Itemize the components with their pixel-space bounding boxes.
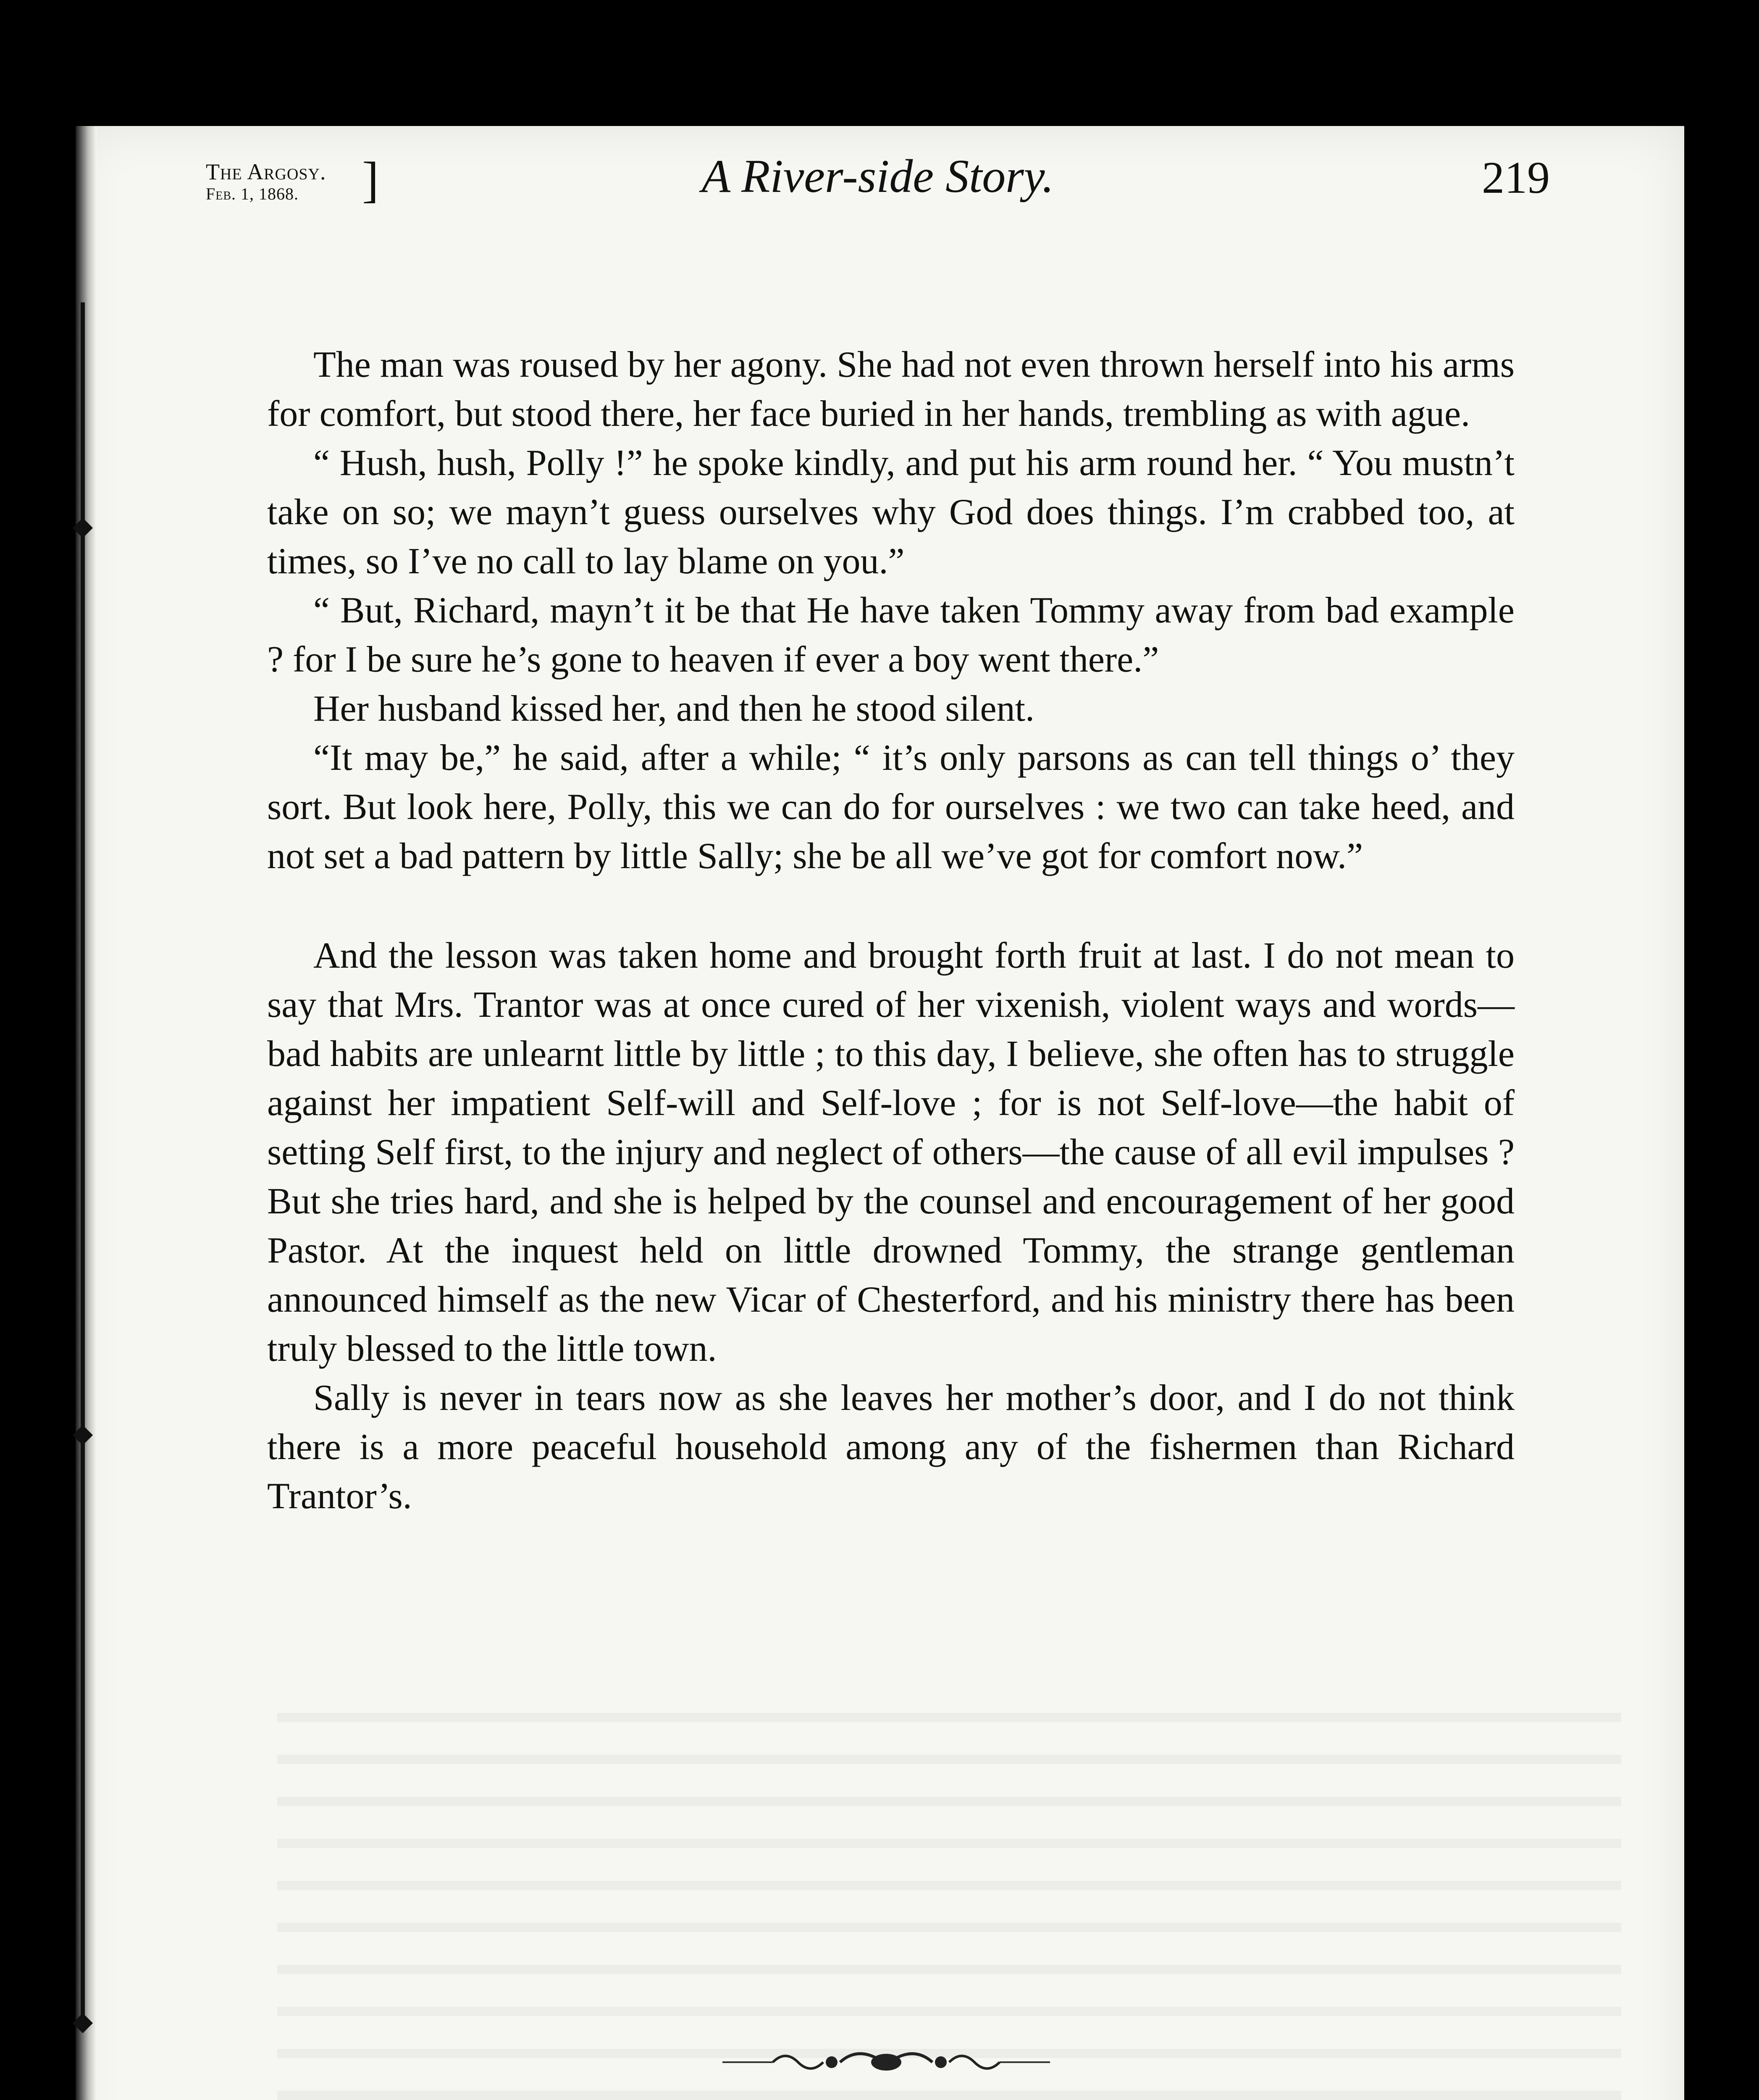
bracket-glyph: ] — [362, 152, 379, 207]
binding-rule — [81, 302, 85, 2024]
page-header — [206, 147, 1550, 214]
fleuron-ornament-icon — [722, 2045, 1050, 2079]
spine-shadow — [76, 126, 97, 2100]
running-head-dateline: Feb. 1, 1868. — [206, 184, 299, 203]
running-head-title: The Argosy. — [206, 159, 326, 184]
body-text — [267, 340, 1515, 1521]
paragraph: “ But, Richard, mayn’t it be that He have taken Tommy away from bad example ? for I be sure he’s gone to heaven if ever a boy went there.” — [267, 590, 1515, 680]
page-number: 219 — [1482, 153, 1550, 203]
bleed-through-text — [277, 1680, 1621, 2100]
paragraph: And the lesson was taken home and brought forth fruit at last. I do not mean to say that Mrs. Trantor was at once cured of her vixenish, violent ways and words—bad habits are unlearnt little by little ; to this day, I believe, she often has to struggle against her impatient Self-will and Self-love ; for is not Self-love—the habit of setting Self first, to the injury and neglect of others—the cause of all evil impulses ? But she tries hard, and she is helped by the counsel and encouragement of her good Pastor. At the inquest held on little drowned Tommy, the strange gentleman announced himself as the new Vicar of Chesterford, and his ministry there has been truly blessed to the little town. — [267, 935, 1515, 1369]
paragraph: “It may be,” he said, after a while; “ it’s only parsons as can tell things o’ they sort. But look here, Polly, this we can do for ourselves : we two can take heed, and not set a bad pattern by little Sally; she be all we’ve got for comfort now.” — [267, 738, 1515, 877]
paragraph: The man was roused by her agony. She had not even thrown herself into his arms for comfort, but stood there, her face buried in her hands, trembling as with ague. — [267, 344, 1515, 434]
page-title: A River-side Story. — [701, 150, 1054, 202]
paragraph: Her husband kissed her, and then he stood silent. — [313, 688, 1035, 729]
paragraph: “ Hush, hush, Polly !” he spoke kindly, and put his arm round her. “ You mustn’t take on so; we mayn’t guess ourselves why God does things. I’m crabbed too, at times, so I’ve no call to lay blame on you.” — [267, 443, 1515, 582]
paragraph: Sally is never in tears now as she leaves her mother’s door, and I do not think there is a more peaceful household among any of the fishermen than Richard Trantor’s. — [267, 1378, 1515, 1517]
